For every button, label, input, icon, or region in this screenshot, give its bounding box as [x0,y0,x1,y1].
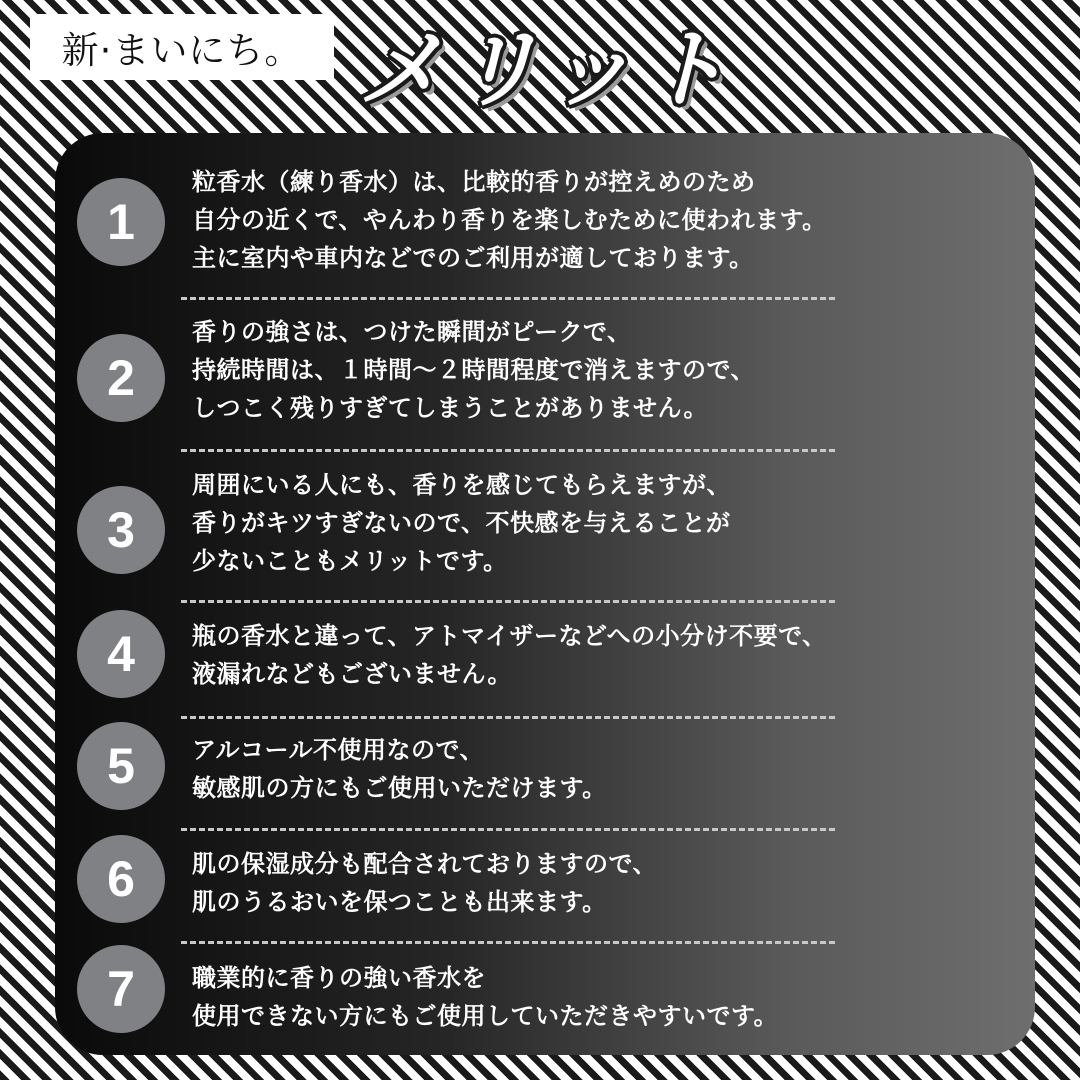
divider [181,600,835,603]
merit-text-4-line-1: 瓶の香水と違って、アトマイザーなどへの小分け不要で、 [192,622,827,650]
merit-text-6 [192,845,1015,921]
merit-text-4 [192,617,1015,693]
brand-label: 新·まいにち。 [30,14,334,80]
merit-text-3-line-2: 香りがキツすぎないので、不快感を与えることが [192,509,731,537]
number-badge-4: 4 [77,610,165,698]
merit-text-2-line-3: しつこく残りすぎてしまうことがありません。 [192,394,708,422]
merit-text-6-line-1: 肌の保湿成分も配合されておりますので、 [192,850,658,878]
merit-text-7-line-2: 使用できない方にもご使用していただきやすいです。 [192,1002,779,1030]
number-badge-6: 6 [77,835,165,923]
merit-text-6-line-2: 肌のうるおいを保つことも出来ます。 [192,888,607,916]
number-badge-2: 2 [77,334,165,422]
merit-text-7 [192,959,1015,1035]
merit-text-2-line-2: 持続時間は、１時間〜２時間程度で消えますので、 [192,356,756,384]
merit-text-5-line-2: 敏感肌の方にもご使用いただけます。 [192,774,607,802]
merit-text-4-line-2: 液漏れなどもございません。 [192,660,512,688]
number-badge-5: 5 [77,722,165,810]
merit-text-1 [192,163,1015,277]
merit-text-5-line-1: アルコール不使用なので、 [192,736,485,764]
number-badge-7: 7 [77,945,165,1033]
merit-text-7-line-1: 職業的に香りの強い香水を [192,964,486,992]
page-title: メリット [357,19,739,120]
merit-text-3-line-1: 周囲にいる人にも、香りを感じてもらえますが、 [192,471,731,499]
merit-panel [55,133,1035,1055]
divider [181,828,835,831]
merit-text-1-line-2: 自分の近くで、やんわり香りを楽しむために使われます。 [192,206,827,234]
divider [181,941,835,944]
merit-text-2-line-1: 香りの強さは、つけた瞬間がピークで、 [192,318,632,346]
divider [181,449,835,452]
divider [181,297,835,300]
number-badge-3: 3 [77,486,165,574]
merit-text-2 [192,313,1015,427]
number-badge-1: 1 [77,178,165,266]
merit-text-3-line-3: 少ないこともメリットです。 [192,547,508,575]
merit-text-3 [192,466,1015,580]
merit-text-5 [192,731,1015,807]
merit-text-1-line-3: 主に室内や車内などでのご利用が適しております。 [192,244,754,272]
divider [181,716,835,719]
merit-text-1-line-1: 粒香水（練り香水）は、比較的香りが控えめのため [192,168,756,196]
